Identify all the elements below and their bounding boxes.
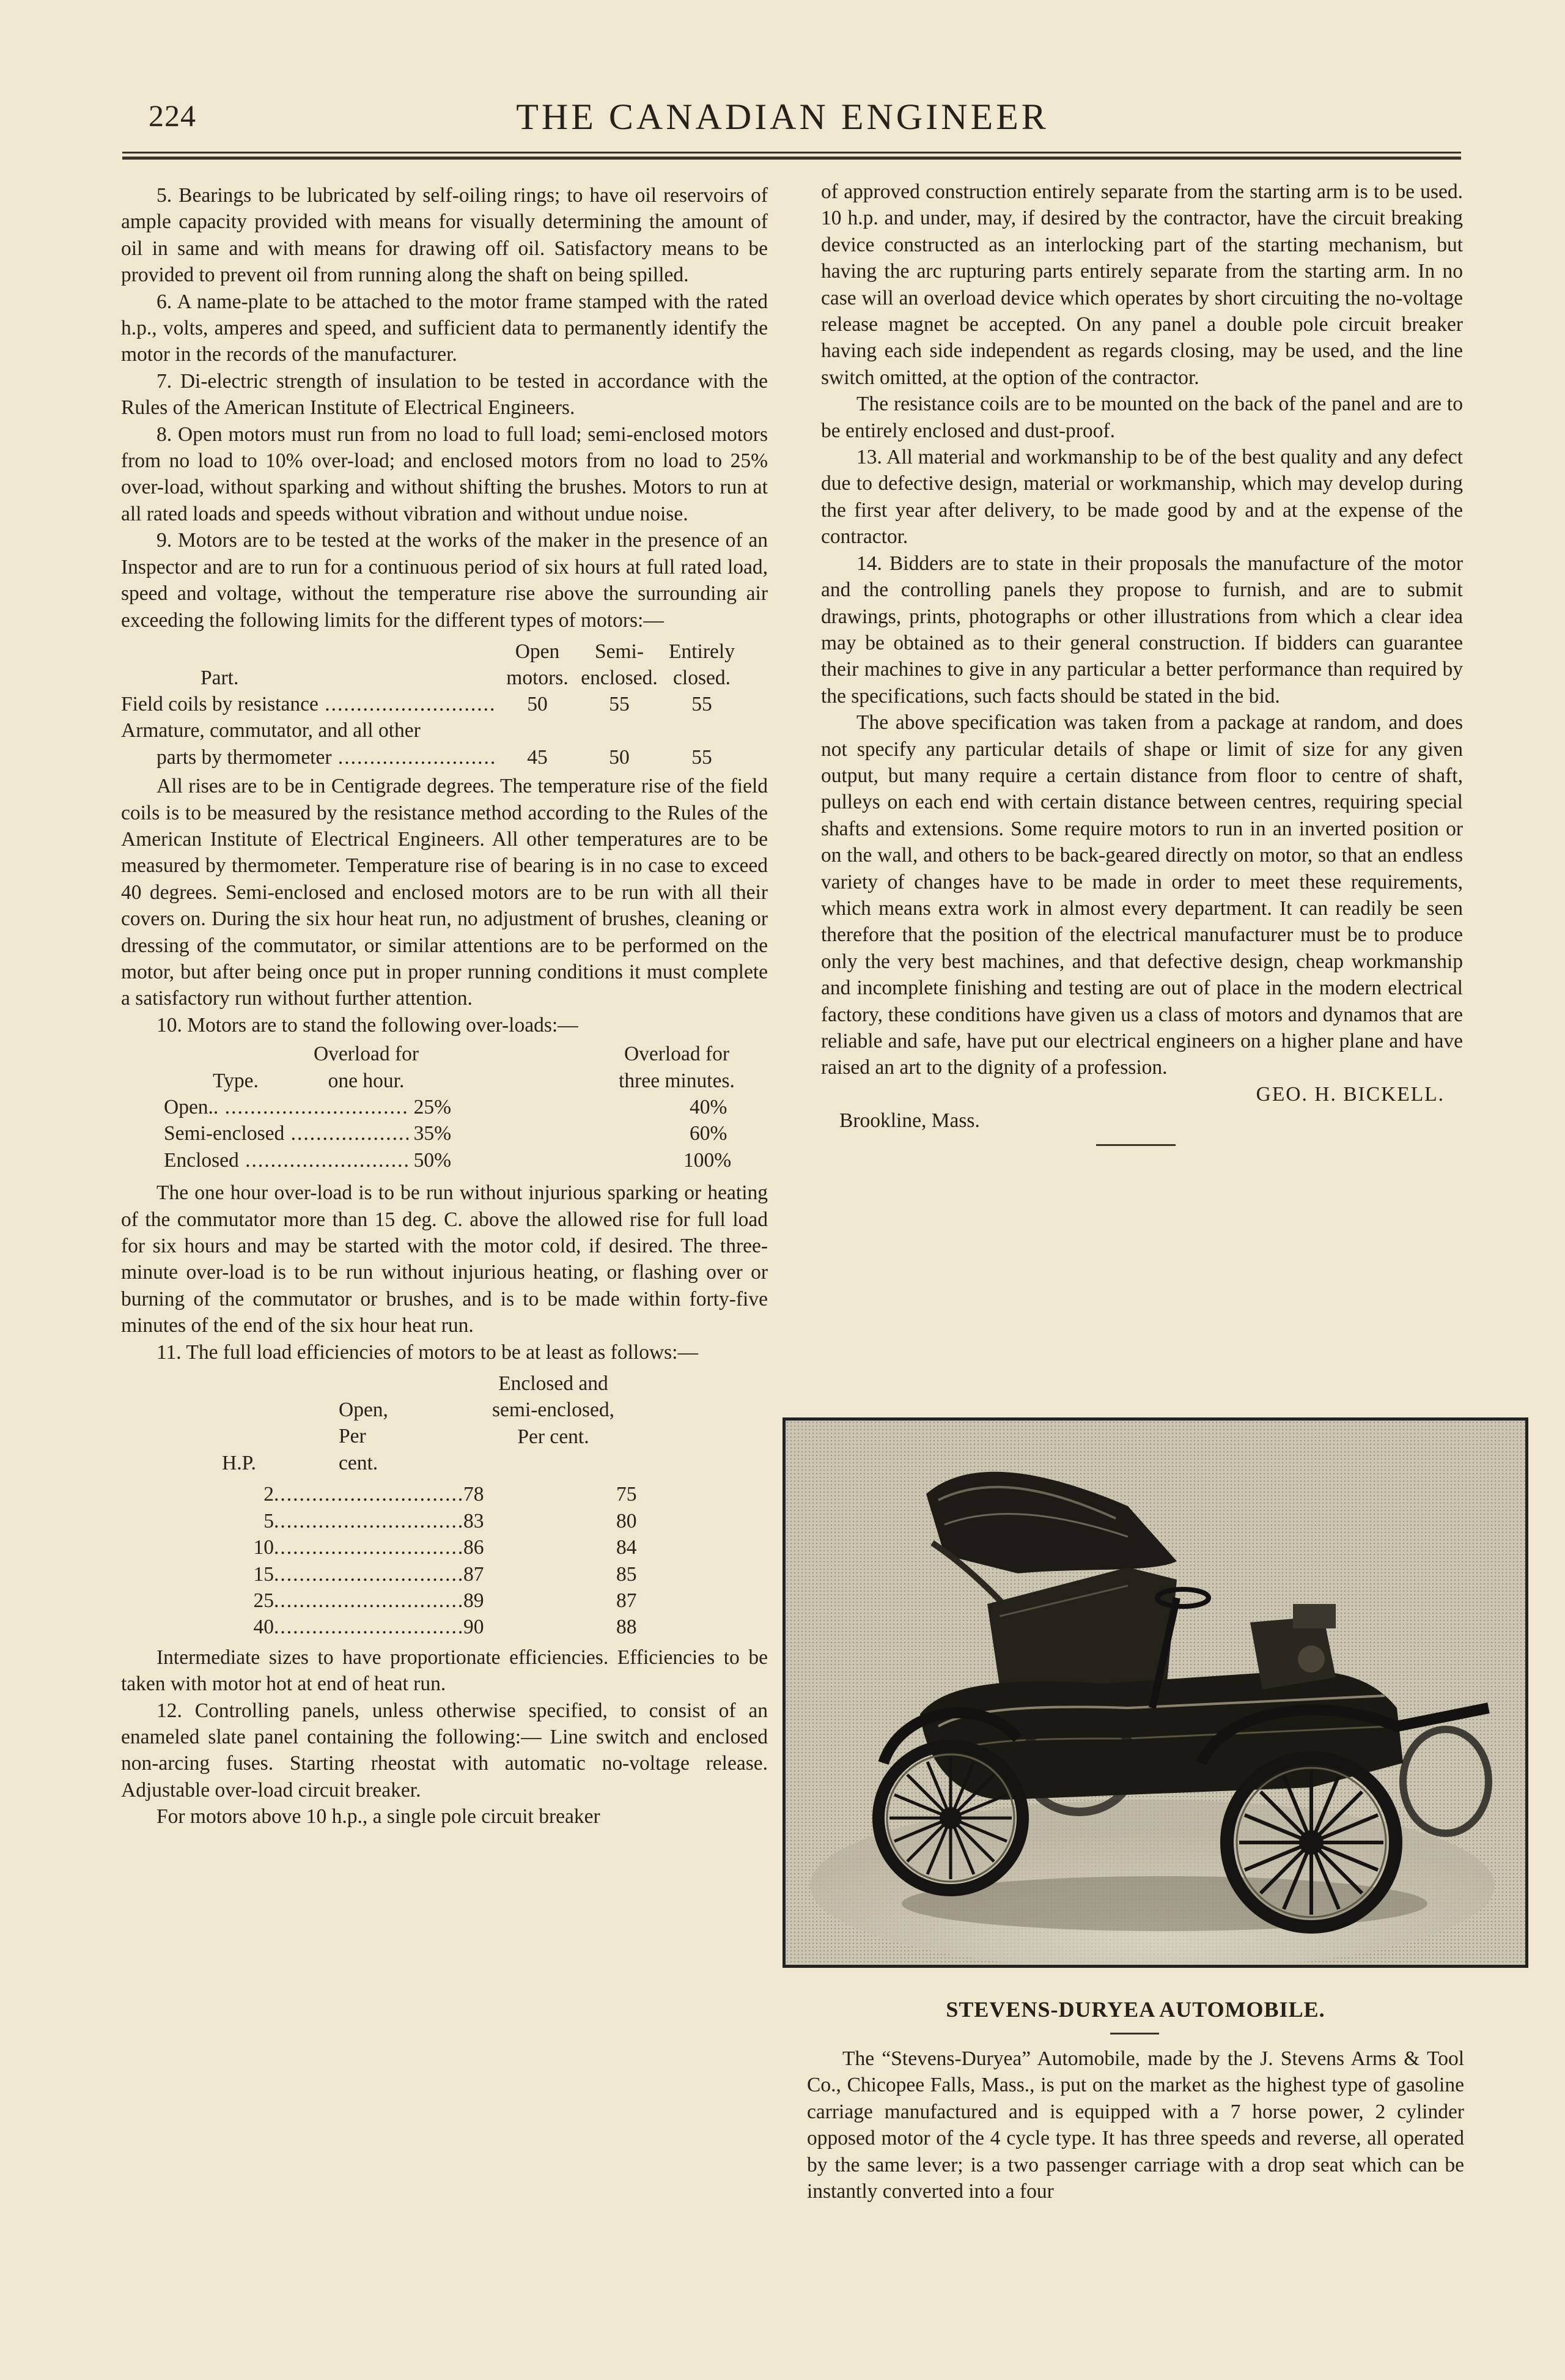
paragraph-8: 8. Open motors must run from no load to full load; semi-enclosed motors from no load to 10% over-load; and enclosed motors from no load to 25% over-load, without sparking and without shifting the brushes. Motors to run at all rated loads and speeds without vibration and without undue noise. — [121, 423, 768, 525]
paragraph-5: 5. Bearings to be lubricated by self-oiling rings; to have oil reservoirs of ample capacity provided with means for visually determining the amount of oil in same and with means for drawing off oil. Satisfactory means to be provided to prevent oil from running along the shaft on being spilled. — [121, 184, 768, 287]
paragraph-11: 11. The full load efficiencies of motors to be at least as follows:— — [156, 1340, 698, 1364]
paragraph-above-specification: The above specification was taken from a package at random, and does not specify any particular details of shape or limit of size for any given output, but many require a certain distance from floor to centre of shaft, pulleys on each end with certain distance between centres, requiring special shafts and extensions. Some require motors to run in an inverted position or on the wall, and others to be back-geared directly on motor, so that an endless variety of changes have to be made in order to meet these requirements, which means extra work in almost every department. It can readily be seen therefore that the position of the electrical manufacturer must be to produce only the very best machines, and that defective design, cheap workmanship and incomplete finishing and testing are out of place in the modern electrical factory, these conditions have given us a class of motors and dynamos that are reliable and safe, have put our electrical engineers on a higher plane and have raised an art to the dignity of a profession. — [821, 711, 1463, 1079]
page-number: 224 — [149, 98, 196, 133]
right-column — [821, 179, 1463, 1146]
table-row-label: parts by thermometer ..... — [121, 744, 495, 771]
table-header-part: Part. — [201, 666, 239, 689]
table-header-semi: Semi- enclosed. — [581, 640, 658, 689]
paragraph-continued: of approved construction entirely separate from the starting arm is to be used. 10 h.p. and under, may, if desired by the contractor, have the circuit breaking device constructed as an interlocking part of the starting mechanism, but having the arc rupturing parts entirely separate from the starting arm. In no case will an overload device which operates by short circuiting the no-voltage release magnet be accepted. On any panel a double pole circuit breaker having each side independent as regards closing, may be used, and the line switch omitted, at the option of the contractor. — [821, 180, 1463, 389]
table-cell: 100% — [683, 1148, 732, 1172]
table-cell: 45 — [527, 745, 548, 769]
front-wheel — [1227, 1758, 1396, 1927]
table-row-label: Armature, commutator, and all other — [121, 719, 421, 742]
author-signature: GEO. H. BICKELL. — [1256, 1082, 1445, 1106]
table-header-entirely: Entirely closed. — [669, 640, 735, 689]
paragraph-13: 13. All material and workmanship to be of the best quality and any defect due to defective design, material or workmanship, which may develop during the first year after delivery, to be made good by and at the expense of the contractor. — [821, 446, 1463, 549]
table-cell: 55 — [691, 692, 712, 715]
figure-caption: STEVENS-DURYEA AUTOMOBILE. — [946, 1997, 1325, 2022]
table-header-hour: Overload for one hour. — [313, 1043, 419, 1092]
section-divider — [1096, 1144, 1176, 1146]
table-header-enclosed: Enclosed and semi-enclosed, Per cent. — [492, 1372, 614, 1448]
table-row: 15 ..... 87 85 — [121, 1561, 768, 1587]
paragraph-overload: The one hour over-load is to be run without injurious sparking or heating of the commutator more than 15 deg. C. above the allowed rise for full load for six hours and may be started with the motor cold, if desired. The three-minute over-load is to be run without injurious heating, or flashing over or burning of the commutator or brushes, and is to be made within forty-five minutes of the end of the six hour heat run. — [121, 1181, 768, 1337]
paragraph-motors-above: For motors above 10 h.p., a single pole circuit breaker — [156, 1805, 600, 1828]
left-column — [121, 182, 768, 1830]
table-row: 40 ..... 90 88 — [121, 1614, 768, 1640]
efficiency-table — [121, 1370, 768, 1476]
table-row: 5 ..... 83 80 — [121, 1508, 768, 1534]
table-cell: 60% — [690, 1122, 727, 1145]
automobile-photo — [782, 1417, 1528, 1968]
table-row: Semi-enclosed ..... 35% — [121, 1120, 451, 1147]
rear-wheel — [878, 1746, 1023, 1890]
caption-rule — [1110, 2033, 1159, 2034]
table-header-open: Open motors. — [506, 640, 569, 689]
automobile-article — [807, 2046, 1464, 2204]
paragraph-automobile: The “Stevens-Duryea” Automobile, made by the J. Stevens Arms & Tool Co., Chicopee Falls, Mass., is put on the market as the highest type of gasoline carriage manufactured and is equipped with a 7 horse power, 2 cylinder opposed motor of the 4 cycle type. It has three speeds and reverse, all operated by the same lever; is a two passenger carriage with a drop seat which can be instantly converted into a four — [807, 2047, 1464, 2203]
table-cell: 50 — [609, 745, 630, 769]
header-rule — [122, 152, 1461, 153]
table-row: Enclosed ..... 50% — [121, 1147, 451, 1173]
paragraph-intermediate: Intermediate sizes to have proportionate efficiencies. Efficiencies to be taken with motor hot at end of heat run. — [121, 1646, 768, 1696]
paragraph-9: 9. Motors are to be tested at the works of the maker in the presence of an Inspector and are to run for a continuous period of six hours at full rated load, speed and voltage, without the temperature rise above the surrounding air exceeding the following limits for the different types of motors:— — [121, 529, 768, 632]
header-rule-thick — [122, 157, 1461, 160]
table-header-type: Type. — [213, 1069, 259, 1092]
journal-title: THE CANADIAN ENGINEER — [516, 97, 1049, 137]
paragraph-14: 14. Bidders are to state in their proposals the manufacture of the motor and the controlling panels they propose to furnish, and are to submit drawings, prints, photographs or other illustrations from which a clear idea may be obtained as to their general construction. If bidders can guarantee their machines to give in any particular a better performance than required by the specifications, such facts should be stated in the bid. — [821, 552, 1463, 708]
table-cell: 50 — [527, 692, 548, 715]
paragraph-12: 12. Controlling panels, unless otherwise specified, to consist of an enameled slate panel containing the following:— Line switch and enclosed non-arcing fuses. Starting rheostat with automatic no-voltage release. Adjustable over-load circuit breaker. — [121, 1699, 768, 1802]
table-cell: 40% — [690, 1096, 727, 1118]
temperature-table — [121, 638, 768, 771]
table-cell: 55 — [691, 745, 712, 769]
paragraph-resistance: The resistance coils are to be mounted on the back of the panel and are to be entirely enclosed and dust-proof. — [821, 393, 1463, 442]
paragraph-6: 6. A name-plate to be attached to the motor frame stamped with the rated h.p., volts, amperes and speed, and sufficient data to permanently identify the motor in the records of the manufacturer. — [121, 290, 768, 366]
table-row: 25 ..... 89 87 — [121, 1587, 768, 1614]
table-header-open: Open, Per cent. — [339, 1399, 388, 1474]
paragraph-rises: All rises are to be in Centigrade degrees. The temperature rise of the field coils is to be measured by the resistance method according to the Rules of the American Institute of Electrical Engineers. All other temperatures are to be measured by thermometer. Temperature rise of bearing is in no case to exceed 40 degrees. Semi-enclosed and enclosed motors are to be run with all their covers on. During the six hour heat run, no adjustment of brushes, cleaning or dressing of the commutator, or similar attentions are to be performed on the motor, but after being once put in proper running conditions it must complete a satisfactory run without further attention. — [121, 775, 768, 1010]
author-place: Brookline, Mass. — [839, 1109, 980, 1133]
table-cell: 55 — [609, 692, 630, 715]
table-row: 10 ..... 86 84 — [121, 1534, 768, 1561]
table-header-hp: H.P. — [222, 1451, 256, 1474]
paragraph-7: 7. Di-electric strength of insulation to be tested in accordance with the Rules of the American Institute of Electrical Engineers. — [121, 369, 768, 419]
efficiency-rows — [121, 1481, 768, 1640]
paragraph-10: 10. Motors are to stand the following over-loads:— — [156, 1013, 578, 1037]
automobile-illustration — [786, 1421, 1525, 1965]
overload-table — [121, 1041, 768, 1173]
table-row: Open.. ..... 25% — [121, 1094, 451, 1120]
table-row: 2 ..... 78 75 — [121, 1481, 768, 1507]
table-row-label: Field coils by resistance ..... — [121, 691, 495, 717]
table-header-three: Overload for three minutes. — [619, 1043, 735, 1092]
